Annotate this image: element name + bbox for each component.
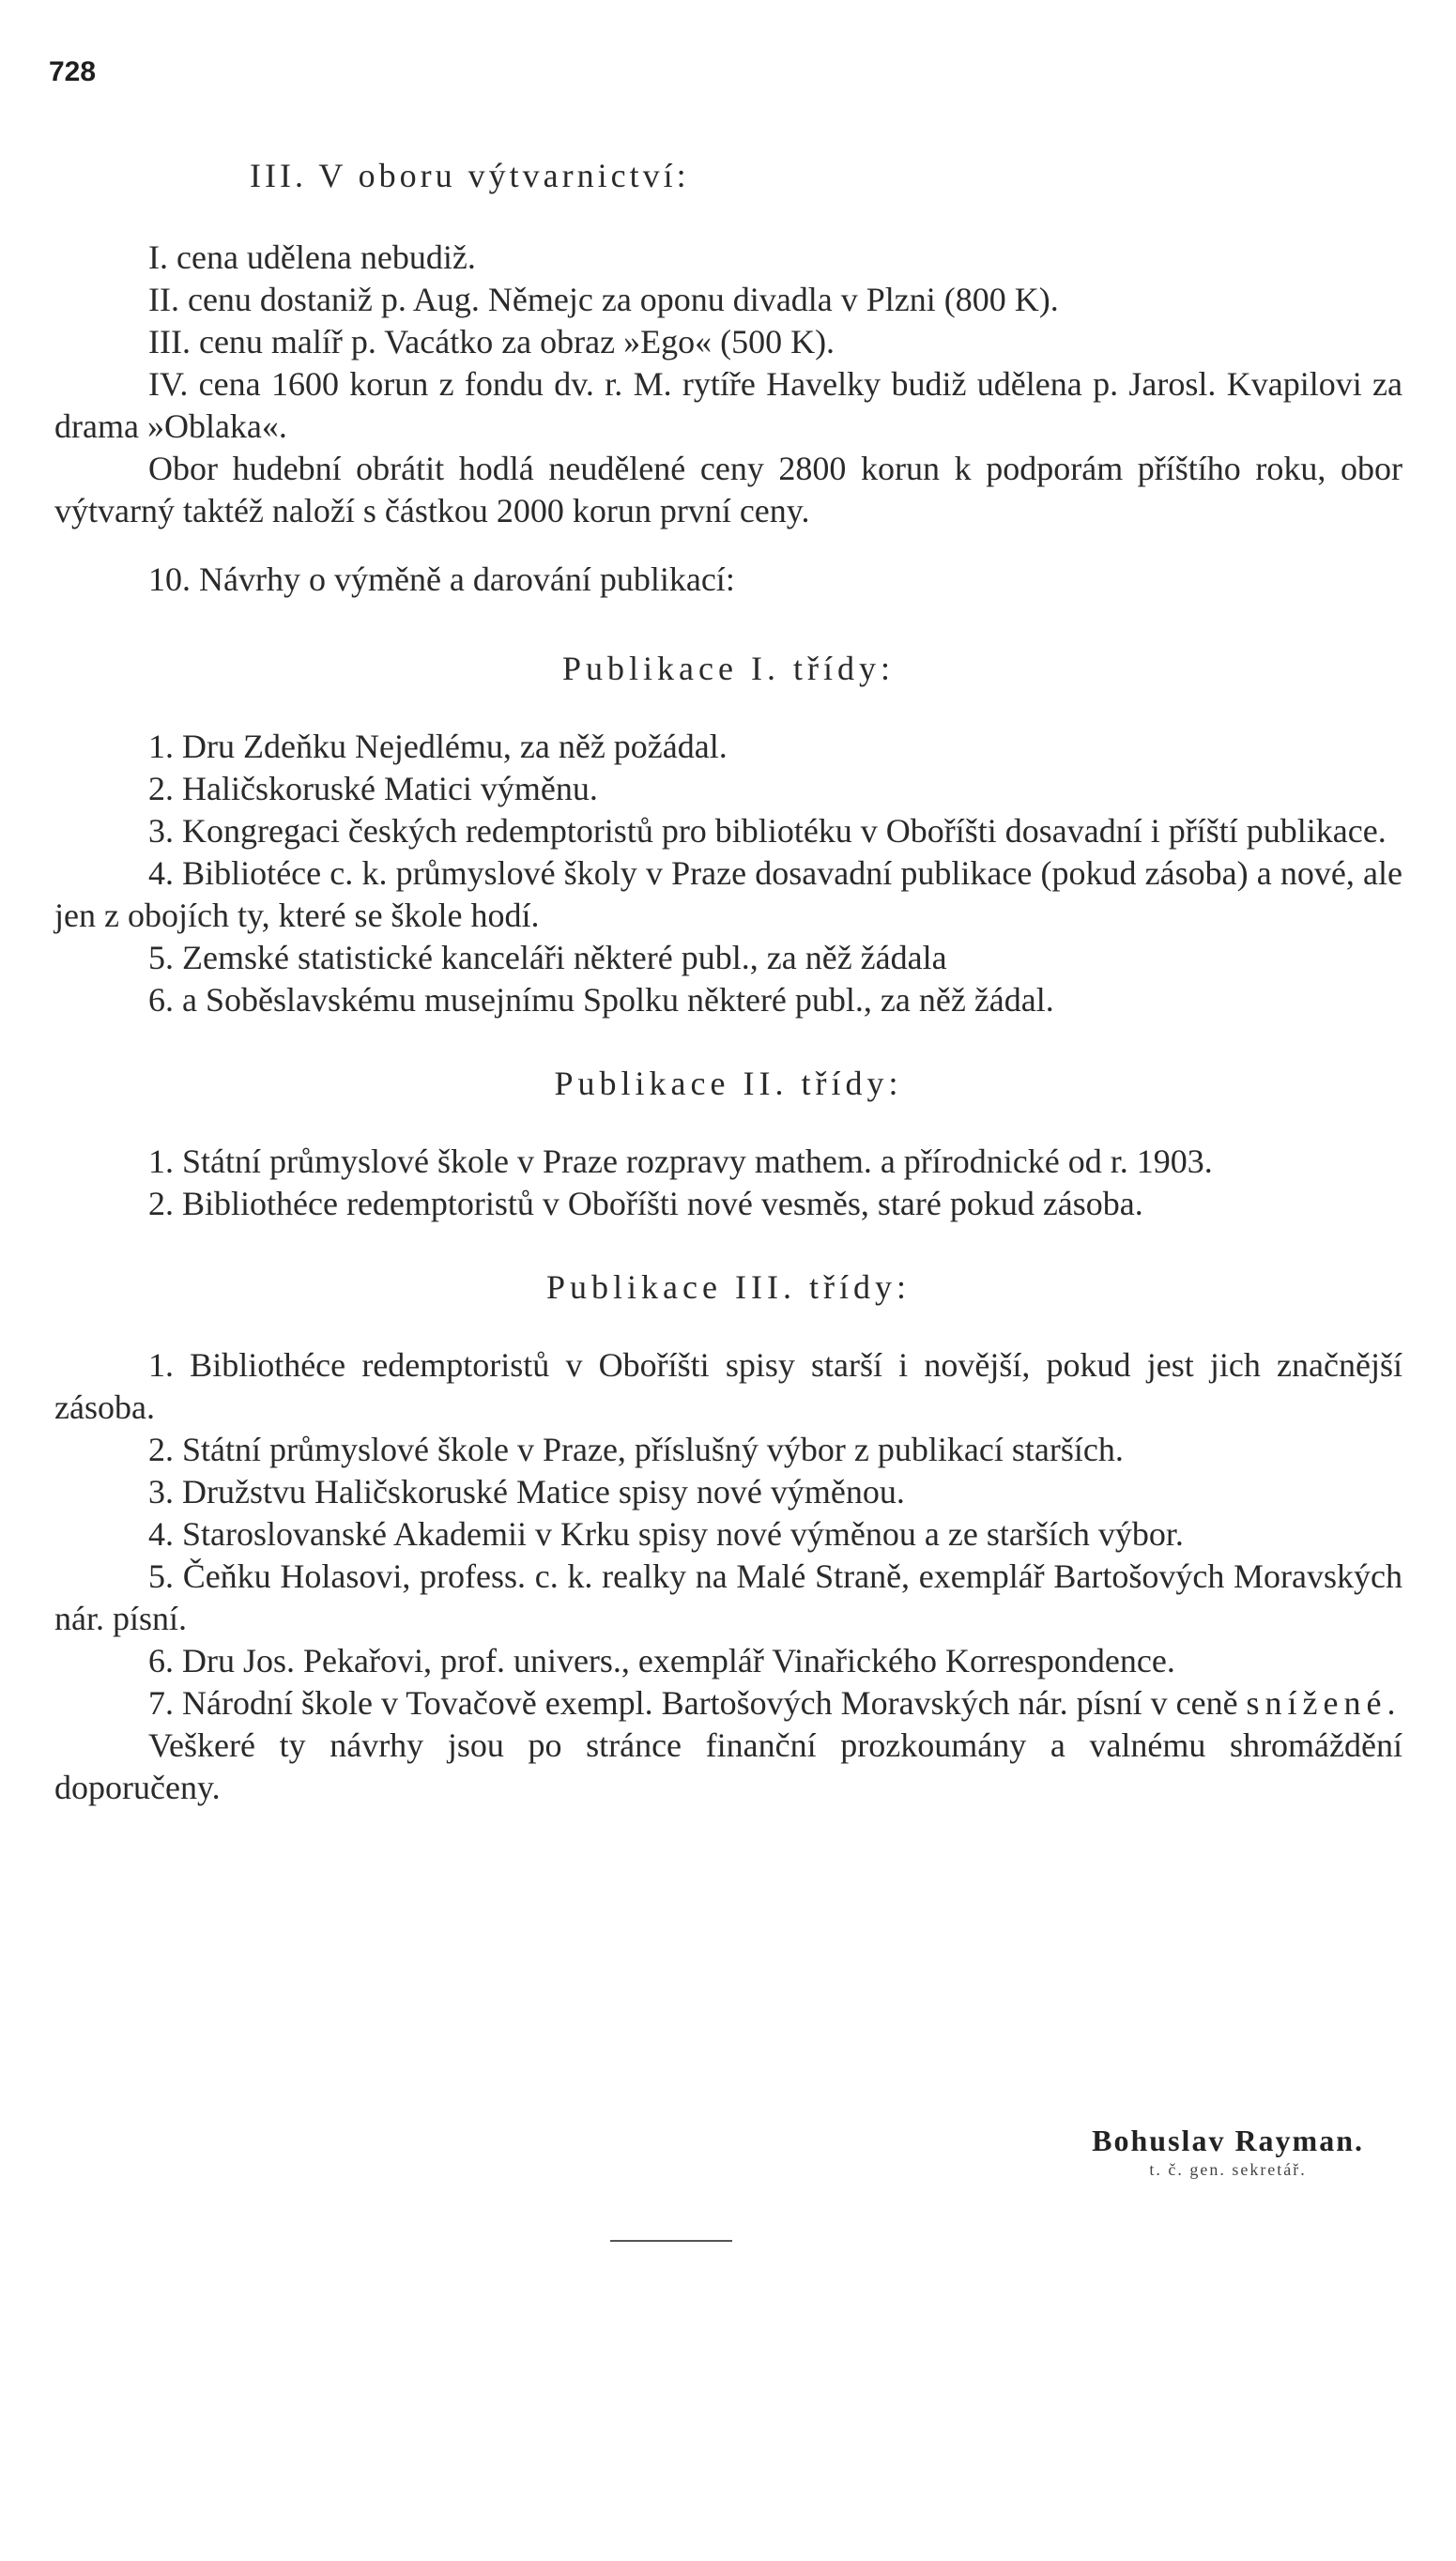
signature-block <box>1092 2124 1364 2180</box>
list-item: 1. Bibliothéce redemptoristů v Oboříšti spisy starší i novější, pokud jest jich značnější zásoba. <box>54 1346 1402 1426</box>
signature-name: Bohuslav Rayman. <box>1092 2124 1364 2157</box>
list-item-7 <box>54 1682 1402 1725</box>
list-item: 1. Dru Zdeňku Nejedlému, za něž požádal. <box>148 728 728 765</box>
proposals-heading: 10. Návrhy o výměně a darování publikací: <box>148 560 735 598</box>
list-item: 1. Státní průmyslové škole v Praze rozpravy mathem. a přírodnické od r. 1903. <box>148 1142 1213 1180</box>
award-item: I. cena udělena nebudiž. <box>148 238 476 276</box>
list-item: 5. Čeňku Holasovi, profess. c. k. realky na Malé Straně, exemplář Bartošových Moravských nár. písní. <box>54 1557 1402 1637</box>
section-heading-visual-arts: III. V oboru výtvarnictví: <box>250 157 690 194</box>
award-item: III. cenu malíř p. Vacátko za obraz »Ego« (500 K). <box>148 323 835 360</box>
list-item: 3. Družstvu Haličskoruské Matice spisy nové výměnou. <box>148 1473 905 1511</box>
list-item: 2. Státní průmyslové škole v Praze, příslušný výbor z publikací starších. <box>148 1431 1124 1468</box>
list-item: 4. Staroslovanské Akademii v Krku spisy nové výměnou a ze starších výbor. <box>148 1515 1184 1553</box>
award-item: II. cenu dostaniž p. Aug. Němejc za oponu divadla v Plzni (800 K). <box>148 281 1059 318</box>
item7-text: 7. Národní škole v Tovačově exempl. Bartošových Moravských nár. písní v ceně <box>148 1684 1247 1722</box>
signature-title: t. č. gen. sekretář. <box>1149 2160 1307 2179</box>
divider-rule <box>610 2240 732 2242</box>
list-item: 3. Kongregaci českých redemptoristů pro bibliotéku v Oboříšti dosavadní i příští publikace. <box>148 812 1387 850</box>
list-item: 2. Bibliothéce redemptoristů v Oboříšti nové vesměs, staré pokud zásoba. <box>148 1185 1143 1222</box>
document-body <box>54 155 1402 1809</box>
item7-end: . <box>1387 1684 1396 1722</box>
award-item: IV. cena 1600 korun z fondu dv. r. M. rytíře Havelky budiž udělena p. Jarosl. Kvapilovi za drama »Oblaka«. <box>54 365 1402 445</box>
section-title-class-2: Publikace II. třídy: <box>554 1065 903 1102</box>
note-paragraph: Obor hudební obrátit hodlá neudělené ceny 2800 korun k podporám příštího roku, obor výtvarný taktéž naloží s částkou 2000 korun první ceny. <box>54 450 1402 529</box>
list-item: 6. a Soběslavskému musejnímu Spolku některé publ., za něž žádal. <box>148 981 1054 1019</box>
page-number: 728 <box>49 56 97 87</box>
section-title-class-1: Publikace I. třídy: <box>562 650 895 687</box>
list-item: 6. Dru Jos. Pekařovi, prof. univers., exemplář Vinařického Korrespondence. <box>148 1642 1175 1679</box>
emphasized-word: snížené <box>1246 1684 1387 1722</box>
closing-paragraph: Veškeré ty návrhy jsou po stránce finanční prozkoumány a valnému shromáždění doporučeny. <box>54 1726 1402 1806</box>
list-item: 5. Zemské statistické kanceláři některé publ., za něž žádala <box>148 939 947 976</box>
section-title-class-3: Publikace III. třídy: <box>546 1268 911 1306</box>
list-item: 2. Haličskoruské Matici výměnu. <box>148 770 598 807</box>
list-item: 4. Bibliotéce c. k. průmyslové školy v Praze dosavadní publikace (pokud zásoba) a nové, ale jen z obojích ty, které se škole hodí. <box>54 854 1402 934</box>
